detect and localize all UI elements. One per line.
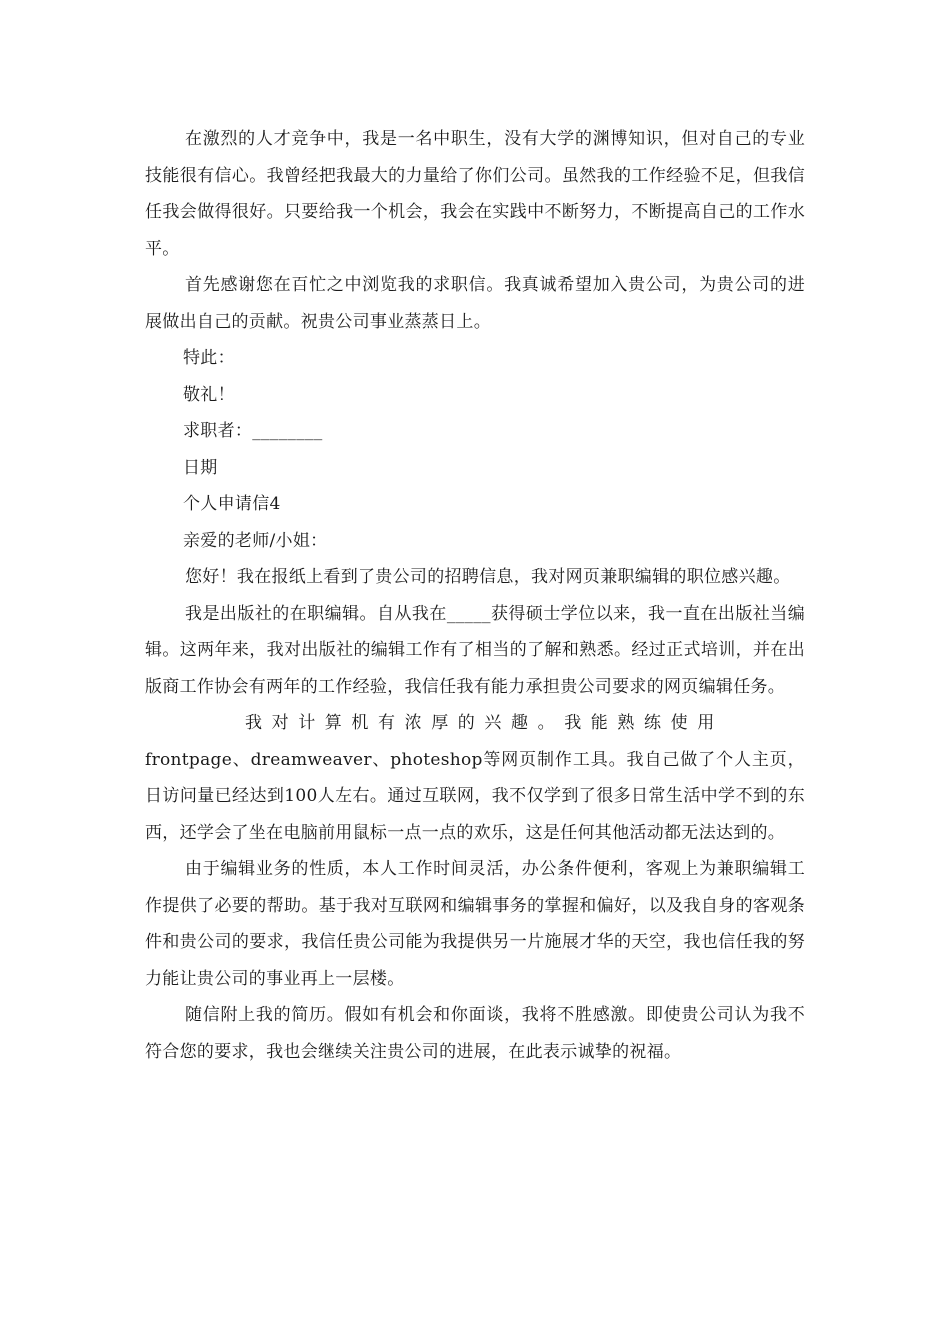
paragraph-availability: 由于编辑业务的性质，本人工作时间灵活，办公条件便利，客观上为兼职编辑工作提供了必要的帮助。基于我对互联网和编辑事务的掌握和偏好，以及我自身的客观条件和贵公司的要求，我信任贵公司能为我提供另一片施展才华的天空，我也信任我的努力能让贵公司的事业再上一层楼。 [145,859,805,989]
closing-remark: 特此： [183,348,235,368]
signature-line: 求职者：________ [183,421,323,441]
closing-salute: 敬礼！ [183,384,235,405]
section-title: 个人申请信4 [183,494,281,514]
paragraph-skills: frontpage、dreamweaver、photeshop等网页制作工具。我自己做了个人主页，日访问量已经达到100人左右。通过互联网，我不仅学到了很多日常生活中学不到的东西，还学会了坐在电脑前用鼠标一点一点的欢乐，这是任何其他活动都无法达到的。 [145,749,805,843]
paragraph-intro: 在激烈的人才竞争中，我是一名中职生，没有大学的渊博知识，但对自己的专业技能很有信心。我曾经把我最大的力量给了你们公司。虽然我的工作经验不足，但我信任我会做得很好。只要给我一个机会，我会在实践中不断努力，不断提高自己的工作水平。 [145,129,805,259]
salutation: 亲爱的老师/小姐： [183,530,328,551]
date-line: 日期 [183,457,218,478]
paragraph-skills-first-line: 我对计算机有浓厚的兴趣。我能熟练使用 [245,713,724,733]
paragraph-thanks: 首先感谢您在百忙之中浏览我的求职信。我真诚希望加入贵公司，为贵公司的进展做出自己的贡献。祝贵公司事业蒸蒸日上。 [145,275,805,332]
paragraph-background: 我是出版社的在职编辑。自从我在_____获得硕士学位以来，我一直在出版社当编辑。这两年来，我对出版社的编辑工作有了相当的了解和熟悉。经过正式培训，并在出版商工作协会有两年的工作经验，我信任我有能力承担贵公司要求的网页编辑任务。 [145,603,805,697]
paragraph-resume: 随信附上我的简历。假如有机会和你面谈，我将不胜感激。即使贵公司认为我不符合您的要求，我也会继续关注贵公司的进展，在此表示诚挚的祝福。 [145,1005,805,1062]
paragraph-greeting: 您好！我在报纸上看到了贵公司的招聘信息，我对网页兼职编辑的职位感兴趣。 [185,567,791,587]
letter-body [145,121,805,1070]
